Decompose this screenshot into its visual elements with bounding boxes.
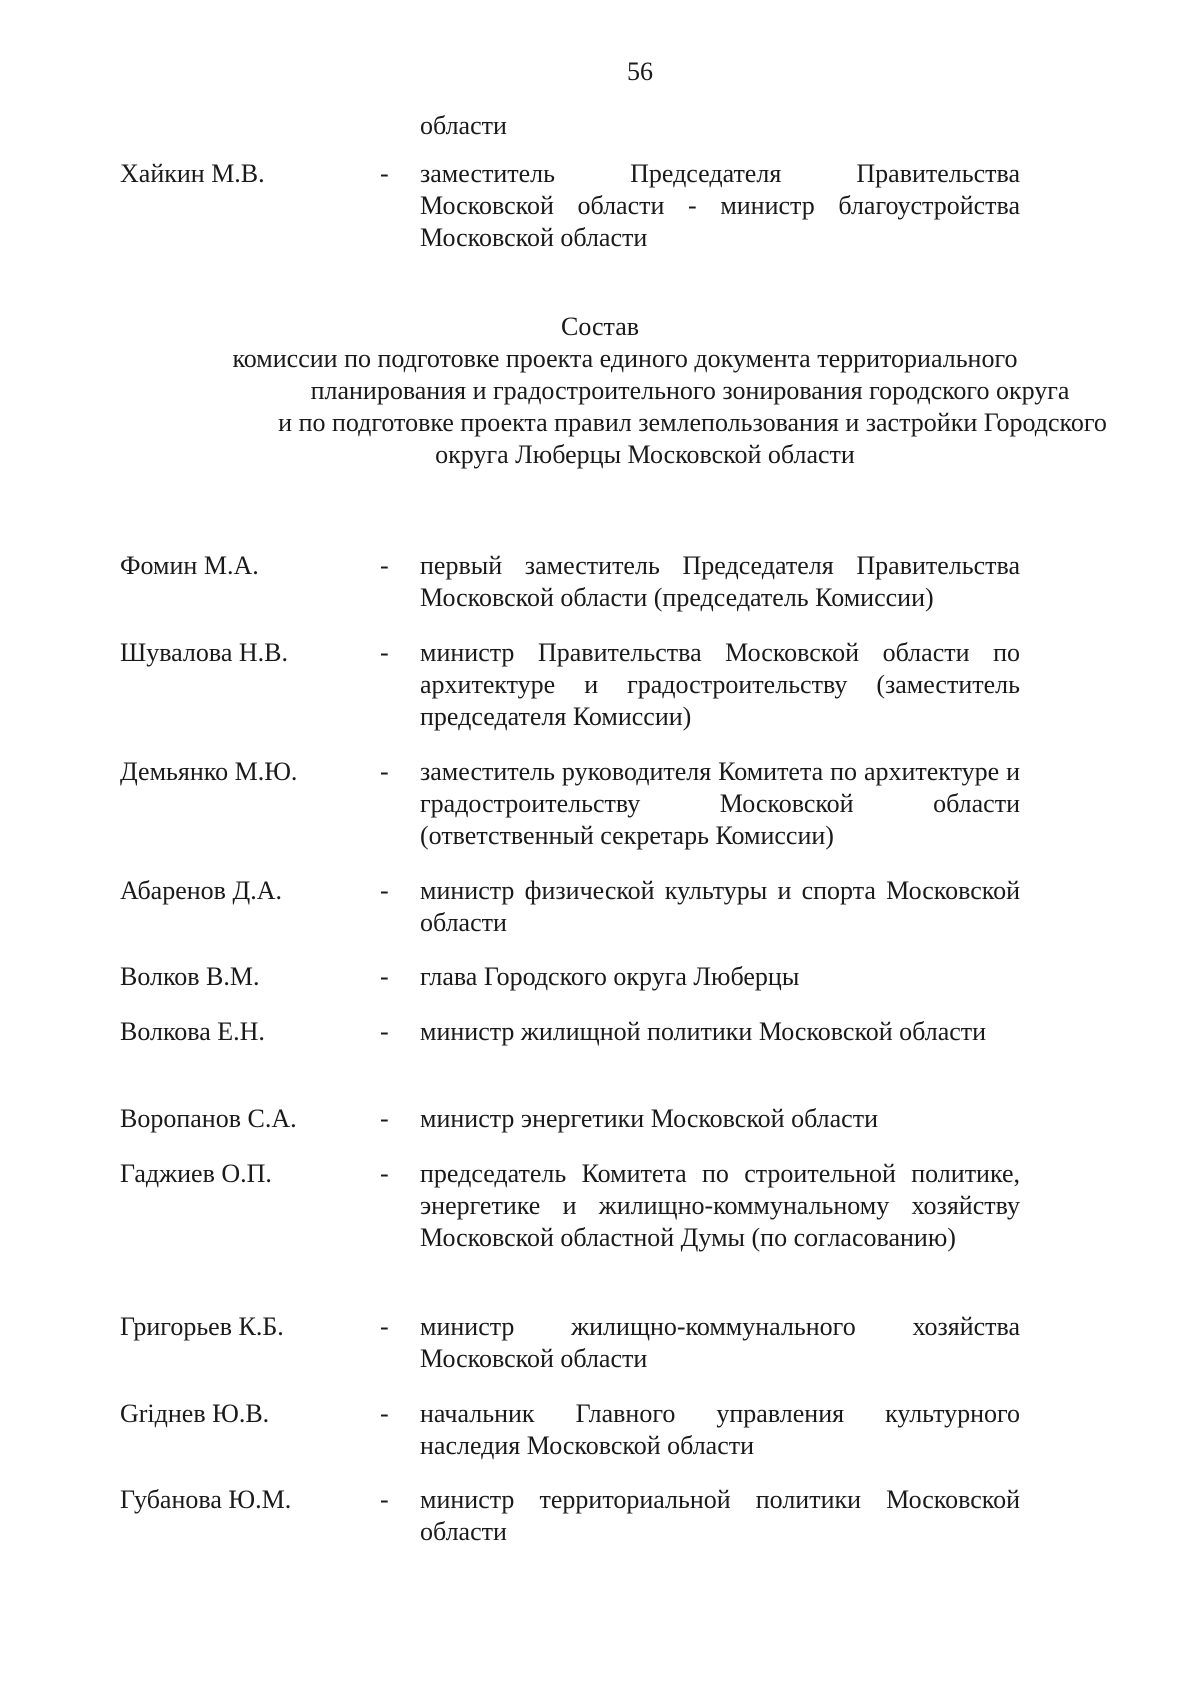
member-dash: - — [380, 638, 389, 667]
heading-title: Состав — [560, 312, 640, 341]
member-dash: - — [380, 1159, 389, 1188]
member-name: Гаджиев О.П. — [120, 1159, 272, 1188]
member-role: заместитель руководителя Комитета по архитектуре и градостроительству Московской области (ответственный секретарь Комиссии) — [420, 757, 1020, 850]
heading-line: комиссии по подготовке проекта единого документа территориального — [232, 344, 1018, 373]
member-dash: - — [380, 1399, 389, 1428]
heading-line: и по подготовке проекта правил землепользования и застройки Городского — [278, 408, 1107, 437]
member-dash: - — [380, 1104, 389, 1133]
member-name: Griднев Ю.В. — [120, 1399, 270, 1428]
member-dash: - — [380, 1485, 389, 1514]
member-role: министр физической культуры и спорта Московской области — [420, 876, 1020, 937]
member-role: председатель Комитета по строительной политике, энергетике и жилищно-коммунальному хозяйству Московской областной Думы (по согласованию) — [420, 1159, 1020, 1252]
member-role: первый заместитель Председателя Правительства Московской области (председатель Комиссии) — [420, 551, 1020, 612]
member-role: начальник Главного управления культурного наследия Московской области — [420, 1399, 1020, 1460]
member-dash: - — [380, 159, 389, 188]
member-dash: - — [380, 876, 389, 905]
member-role: министр территориальной политики Московской области — [420, 1485, 1020, 1546]
heading-line: округа Люберцы Московской области — [435, 440, 855, 469]
member-dash: - — [380, 1017, 389, 1046]
member-role: заместитель Председателя Правительства Московской области - министр благоустройства Московской области — [420, 159, 1020, 252]
member-role: министр энергетики Московской области — [420, 1104, 878, 1133]
member-role: министр Правительства Московской области по архитектуре и градостроительству (заместитель председателя Комиссии) — [420, 638, 1020, 731]
member-name: Губанова Ю.М. — [120, 1485, 292, 1514]
member-name: Абаренов Д.А. — [120, 876, 282, 905]
member-entry-khaikin — [120, 158, 1020, 254]
carryover-role-text: области — [420, 111, 507, 140]
member-role: глава Городского округа Люберцы — [420, 962, 800, 991]
member-dash: - — [380, 962, 389, 991]
member-name: Воропанов С.А. — [120, 1104, 297, 1133]
member-role: министр жилищно-коммунального хозяйства Московской области — [420, 1312, 1020, 1373]
member-name: Григорьев К.Б. — [120, 1312, 284, 1341]
member-name: Волкова Е.Н. — [120, 1017, 265, 1046]
member-dash: - — [380, 551, 389, 580]
member-dash: - — [380, 1312, 389, 1341]
member-dash: - — [380, 757, 389, 786]
member-name: Шувалова Н.В. — [120, 638, 288, 667]
member-name: Волков В.М. — [120, 962, 260, 991]
commission-heading — [0, 311, 1200, 471]
member-name: Хайкин М.В. — [120, 159, 265, 188]
member-name: Демьянко М.Ю. — [120, 757, 298, 786]
page-number: 56 — [627, 57, 653, 86]
member-role: министр жилищной политики Московской области — [420, 1017, 987, 1046]
heading-line: планирования и градостроительного зонирования городского округа — [310, 376, 1070, 405]
member-name: Фомин М.А. — [120, 551, 259, 580]
